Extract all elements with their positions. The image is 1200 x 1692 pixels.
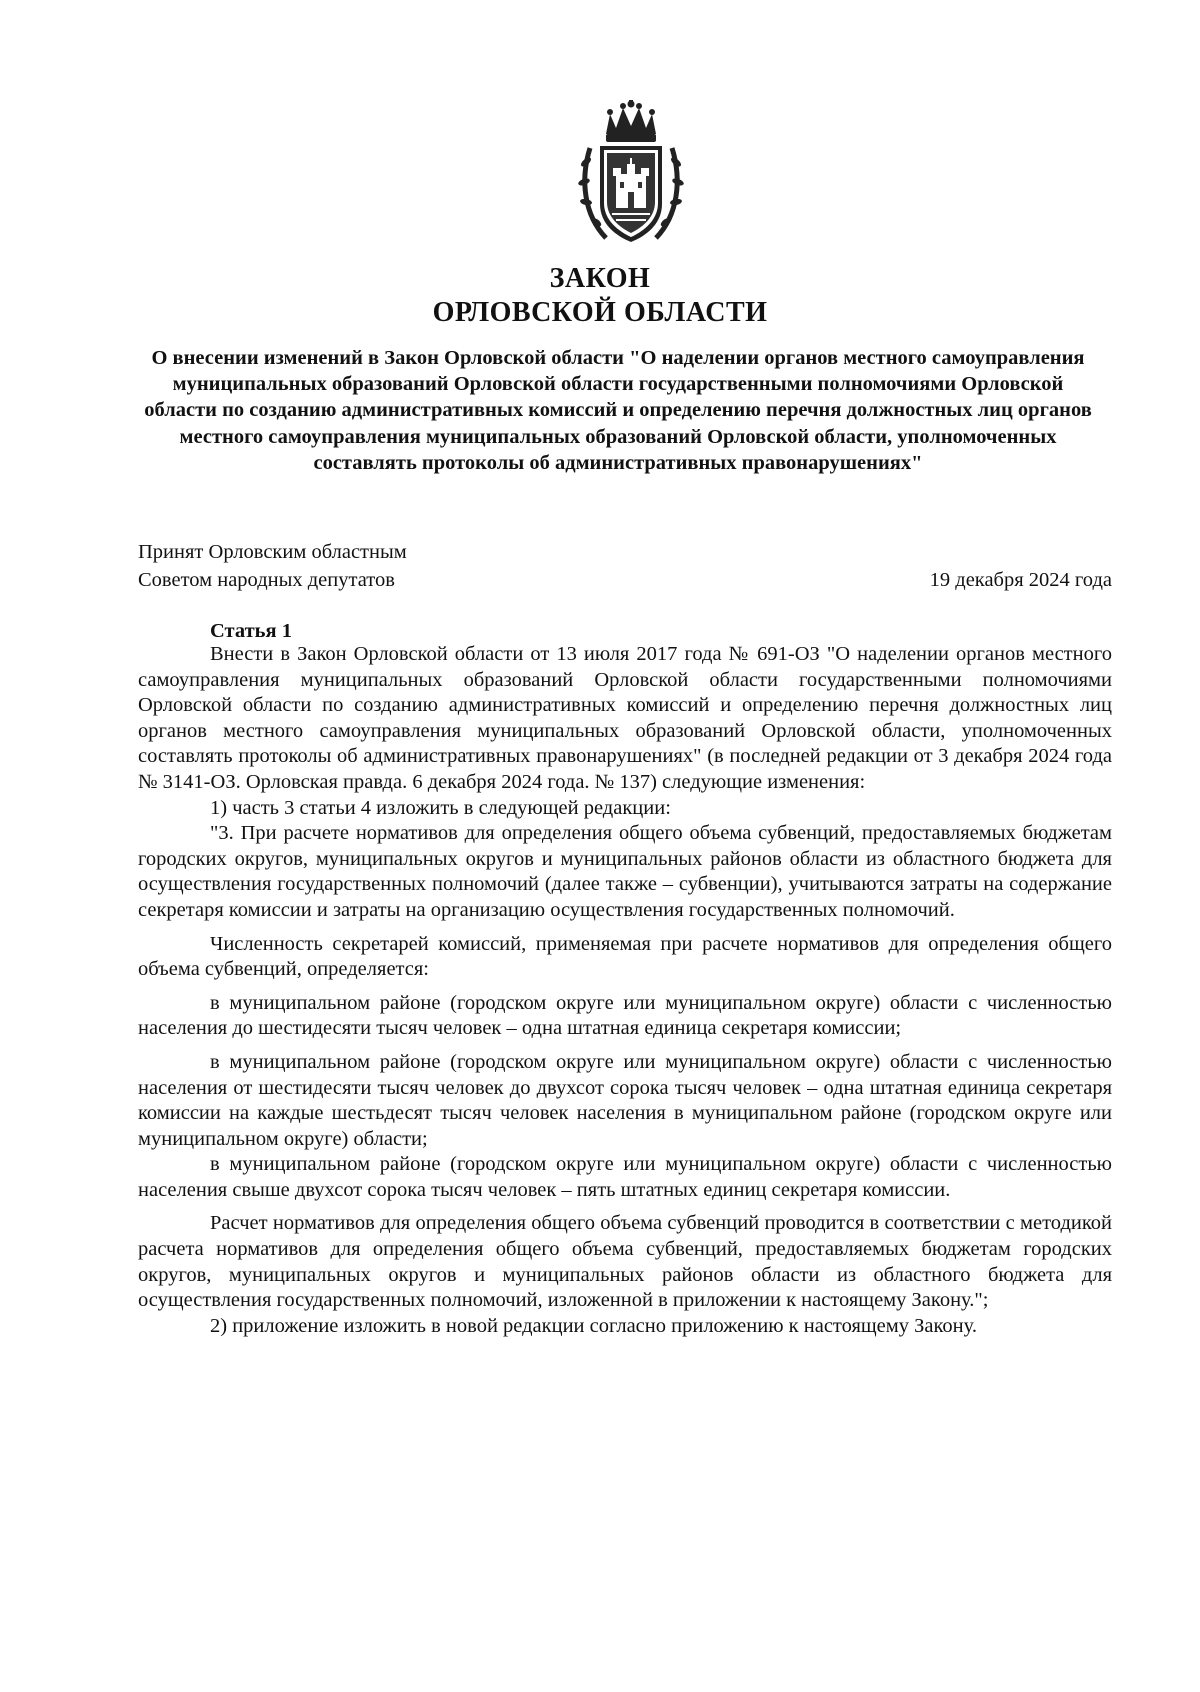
article-paragraph: "3. При расчете нормативов для определения общего объема субвенций, предоставляемых бюджетам городских округов, муниципальных округов и муниципальных районов области из областного бюджета для осуществления государственных полномочий (далее также – субвенции), учитываются затраты на содержание секретаря комиссии и затраты на организацию осуществления государственных полномочий. [138, 822, 1112, 921]
document-title-line2: ОРЛОВСКОЙ ОБЛАСТИ [432, 297, 768, 328]
coat-of-arms-emblem [576, 100, 686, 250]
law-subject-heading: О внесении изменений в Закон Орловской области "О наделении органов местного самоуправления муниципальных образований Орловской области государственными полномочиями Орловской области по созданию административных комиссий и определению перечня должностных лиц органов местного самоуправления муниципальных образований Орловской области, уполномоченных составлять протоколы об административных правонарушениях" [144, 347, 1092, 474]
article-paragraph: Внести в Закон Орловской области от 13 июля 2017 года № 691-ОЗ "О наделении органов местного самоуправления муниципальных образований Орловской области государственными полномочиями Орловской области по созданию административных комиссий и определению перечня должностных лиц органов местного самоуправления муниципальных образований Орловской области, уполномоченных составлять протоколы об административных правонарушениях" (в последней редакции от 3 декабря 2024 года № 3141-ОЗ. Орловская правда. 6 декабря 2024 года. № 137) следующие изменения: [138, 643, 1112, 793]
adoption-line1: Принят Орловским областным [138, 541, 407, 563]
adoption-date: 19 декабря 2024 года [929, 569, 1112, 591]
article-body [138, 642, 1112, 1339]
article-paragraph: в муниципальном районе (городском округе или муниципальном округе) области с численностью населения от шестидесяти тысяч человек до двухсот сорока тысяч человек – одна штатная единица секретаря комиссии на каждые шестьдесят тысяч человек населения в муниципальном районе (городском округе или муниципальном округе) области; [138, 1050, 1112, 1150]
article-paragraph: Расчет нормативов для определения общего объема субвенций проводится в соответствии с методикой расчета нормативов для определения общего объема субвенций, предоставляемых бюджетам городских округов, муниципальных округов и муниципальных районов области из областного бюджета для осуществления государственных полномочий, изложенной в приложении к настоящему Закону."; [138, 1212, 1112, 1312]
article-heading: Статья 1 [210, 620, 292, 642]
article-paragraph: Численность секретарей комиссий, применяемая при расчете нормативов для определения общего объема субвенций, определяется: [138, 932, 1112, 981]
article-paragraph: 1) часть 3 статьи 4 изложить в следующей редакции: [210, 796, 671, 819]
article-paragraph: в муниципальном районе (городском округе или муниципальном округе) области с численностью населения свыше двухсот сорока тысяч человек – пять штатных единиц секретаря комиссии. [138, 1153, 1112, 1201]
article-paragraph: 2) приложение изложить в новой редакции согласно приложению к настоящему Закону. [210, 1314, 977, 1337]
adoption-line2: Советом народных депутатов [138, 569, 395, 591]
document-title-line1: ЗАКОН [549, 263, 651, 294]
article-paragraph: в муниципальном районе (городском округе или муниципальном округе) области с численностью населения до шестидесяти тысяч человек – одна штатная единица секретаря комиссии; [138, 991, 1112, 1040]
adoption-authority [138, 538, 407, 594]
